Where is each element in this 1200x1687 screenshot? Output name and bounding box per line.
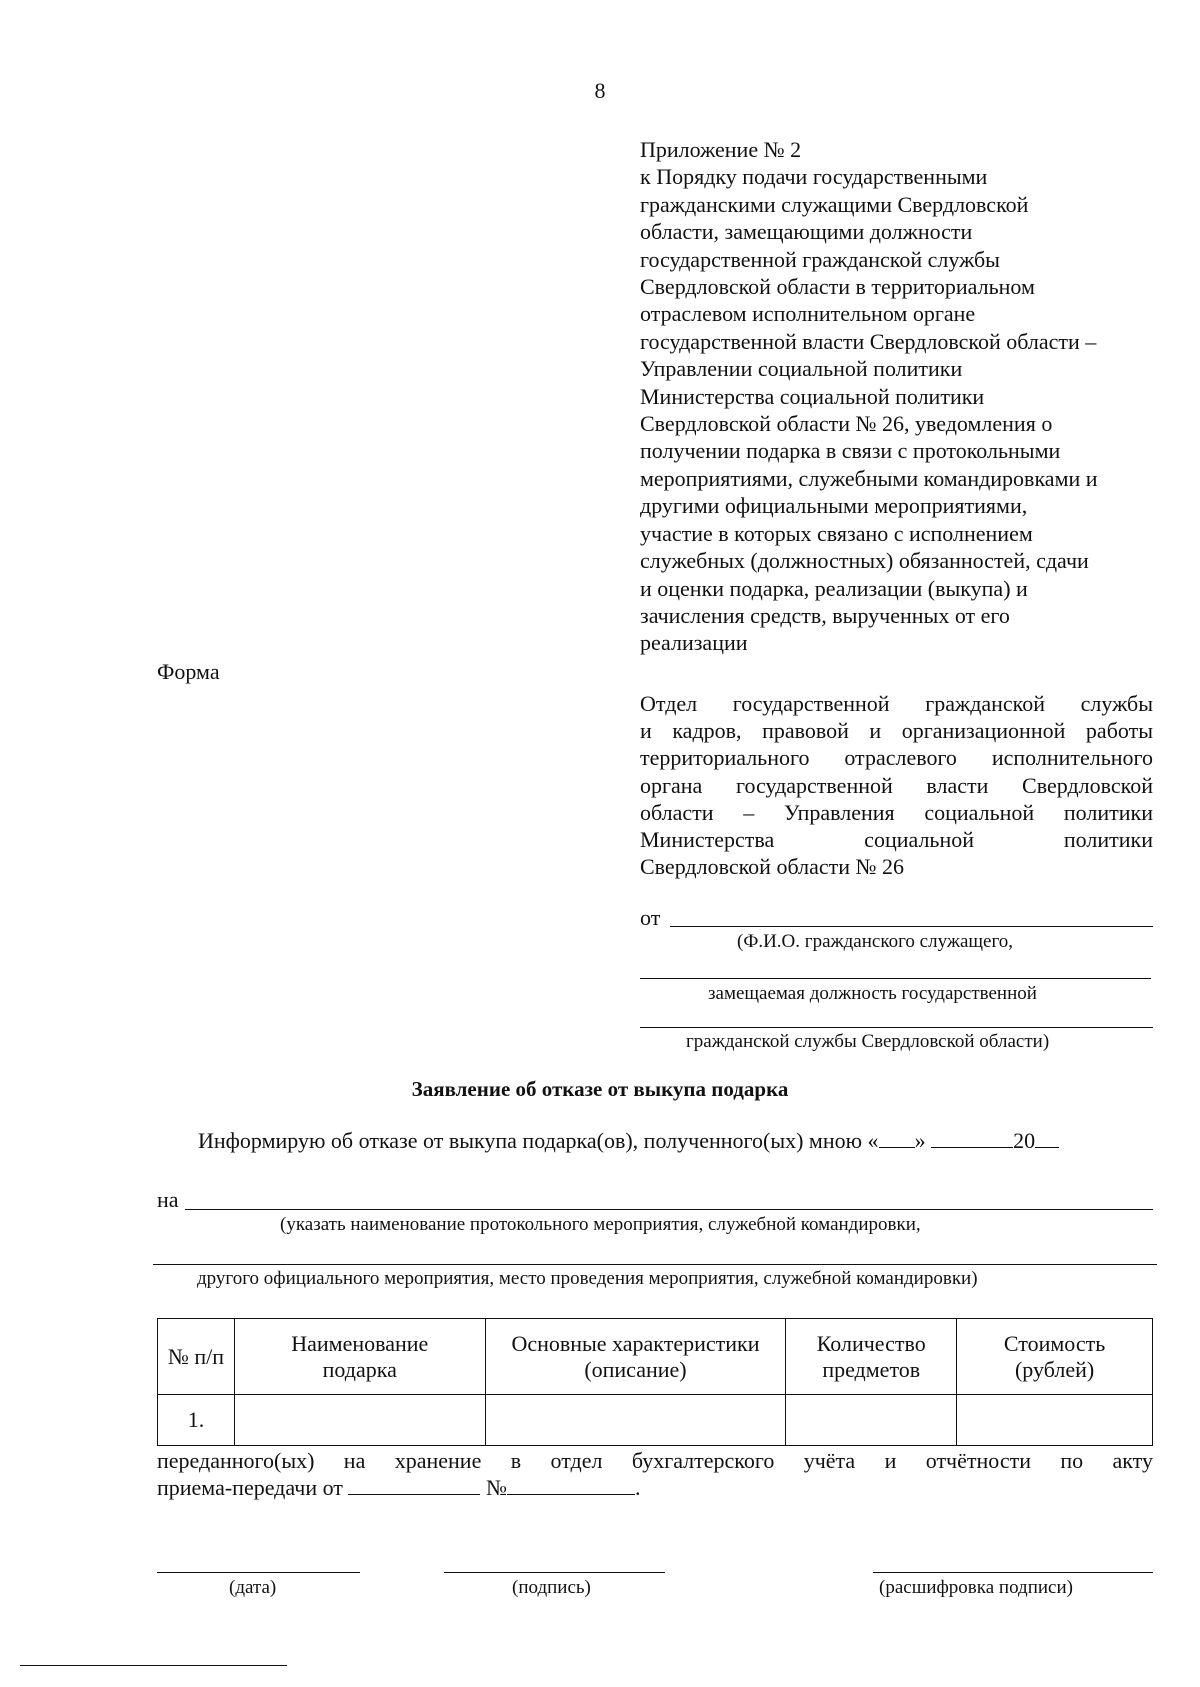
- appendix-line: гражданскими служащими Свердловской: [640, 191, 1029, 217]
- appendix-line: реализации: [640, 630, 748, 656]
- header-text: (описание): [584, 1356, 687, 1382]
- act-number-blank[interactable]: [507, 1476, 635, 1495]
- transfer-act-label: приема-передачи от: [157, 1475, 343, 1500]
- day-blank[interactable]: [879, 1129, 915, 1148]
- header-text: Стоимость: [1003, 1330, 1106, 1356]
- from-caption-fio: (Ф.И.О. гражданского служащего,: [737, 931, 1014, 952]
- header-text: Основные характеристики: [511, 1330, 760, 1356]
- department-line: Отдел государственной гражданской службы: [640, 691, 1153, 716]
- from-name-line[interactable]: [670, 926, 1153, 927]
- decryption-line[interactable]: [873, 1572, 1153, 1573]
- event-line-1[interactable]: [185, 1209, 1153, 1210]
- department-line: и кадров, правовой и организационной работы: [640, 718, 1153, 744]
- department-line: области – Управления социальной политики: [640, 799, 1153, 825]
- appendix-line: мероприятиями, служебными командировками и: [640, 465, 1098, 491]
- department-line: Министерства социальной политики: [640, 826, 1153, 852]
- footnote-separator: [20, 1665, 287, 1666]
- header-cost: [957, 1319, 1153, 1395]
- appendix-line: другими официальными мероприятиями,: [640, 493, 1028, 519]
- signature-line[interactable]: [444, 1572, 665, 1573]
- year-blank[interactable]: [1035, 1129, 1059, 1148]
- from-caption-service: гражданской службы Свердловской области): [686, 1031, 1050, 1052]
- appendix-line: Свердловской области в территориальном: [640, 274, 1035, 300]
- from-caption-position: замещаемая должность государственной: [708, 983, 1037, 1004]
- cell-quantity[interactable]: [786, 1395, 957, 1446]
- page-number: 8: [594, 78, 606, 103]
- transfer-line-2: [157, 1474, 1153, 1501]
- header-text: Наименование: [291, 1330, 429, 1356]
- date-signature-line[interactable]: [157, 1572, 360, 1573]
- header-text: Количество: [816, 1330, 926, 1356]
- cell-cost[interactable]: [957, 1395, 1153, 1446]
- transfer-paragraph: [157, 1447, 1153, 1501]
- event-label: на: [157, 1187, 179, 1212]
- date-caption: (дата): [229, 1577, 277, 1598]
- event-caption-2: другого официального мероприятия, место проведения мероприятия, служебной командировки): [197, 1268, 978, 1289]
- appendix-line: отраслевом исполнительном органе: [640, 301, 976, 327]
- header-text: (рублей): [1014, 1356, 1095, 1382]
- appendix-line: Управлении социальной политики: [640, 356, 963, 382]
- department-line: органа государственной власти Свердловской: [640, 772, 1153, 798]
- gift-table-header-row: [158, 1319, 1153, 1395]
- appendix-line: государственной гражданской службы: [640, 246, 1000, 272]
- appendix-line: государственной власти Свердловской области –: [640, 328, 1097, 354]
- month-blank[interactable]: [931, 1129, 1013, 1148]
- header-quantity: [786, 1319, 957, 1395]
- appendix-line: участие в которых связано с исполнением: [640, 520, 1033, 546]
- header-text: подарка: [322, 1356, 397, 1382]
- signature-caption: (подпись): [512, 1577, 591, 1598]
- event-line-2[interactable]: [153, 1264, 1157, 1265]
- header-text: предметов: [822, 1356, 921, 1382]
- appendix-line: Приложение № 2: [640, 137, 802, 162]
- department-line: территориального отраслевого исполнительного: [640, 745, 1153, 771]
- header-gift-name: [234, 1319, 485, 1395]
- document-title: Заявление об отказе от выкупа подарка: [411, 1077, 789, 1101]
- inform-sentence: [198, 1128, 1059, 1154]
- appendix-line: получении подарка в связи с протокольными: [640, 438, 1061, 464]
- appendix-line: служебных (должностных) обязанностей, сдачи: [640, 548, 1089, 574]
- inform-text: Информирую об отказе от выкупа подарка(ов), полученного(ых) мною «: [198, 1128, 879, 1153]
- service-line[interactable]: [640, 1027, 1153, 1028]
- table-row: [158, 1395, 1153, 1446]
- inform-close-quote: »: [914, 1128, 926, 1153]
- form-label: Форма: [157, 659, 220, 684]
- header-text: № п/п: [167, 1343, 225, 1369]
- appendix-line: Свердловской области № 26, уведомления о: [640, 411, 1053, 437]
- header-number: [158, 1319, 235, 1395]
- appendix-line: области, замещающими должности: [640, 219, 973, 245]
- appendix-line: и оценки подарка, реализации (выкупа) и: [640, 575, 1028, 601]
- event-caption-1: (указать наименование протокольного мероприятия, служебной командировки,: [280, 1214, 921, 1235]
- appendix-line: Министерства социальной политики: [640, 383, 985, 409]
- inform-year-prefix: 20: [1013, 1128, 1036, 1153]
- cell-characteristics[interactable]: [485, 1395, 786, 1446]
- header-characteristics: [485, 1319, 786, 1395]
- transfer-number-sign: №: [485, 1475, 507, 1500]
- transfer-period: .: [634, 1475, 641, 1500]
- decryption-caption: (расшифровка подписи): [879, 1577, 1073, 1598]
- appendix-line: к Порядку подачи государственными: [640, 164, 988, 190]
- department-addressee: [640, 690, 1153, 880]
- position-line[interactable]: [640, 978, 1151, 979]
- cell-number: 1.: [158, 1395, 235, 1446]
- from-label: от: [640, 905, 661, 930]
- department-line: Свердловской области № 26: [640, 854, 904, 880]
- appendix-header: [640, 136, 1160, 657]
- cell-gift-name[interactable]: [234, 1395, 485, 1446]
- appendix-line: зачисления средств, вырученных от его: [640, 602, 1010, 628]
- act-date-blank[interactable]: [348, 1476, 480, 1495]
- transfer-line-1: переданного(ых) на хранение в отдел бухгалтерского учёта и отчётности по акту: [157, 1448, 1153, 1473]
- gift-table: [157, 1318, 1153, 1446]
